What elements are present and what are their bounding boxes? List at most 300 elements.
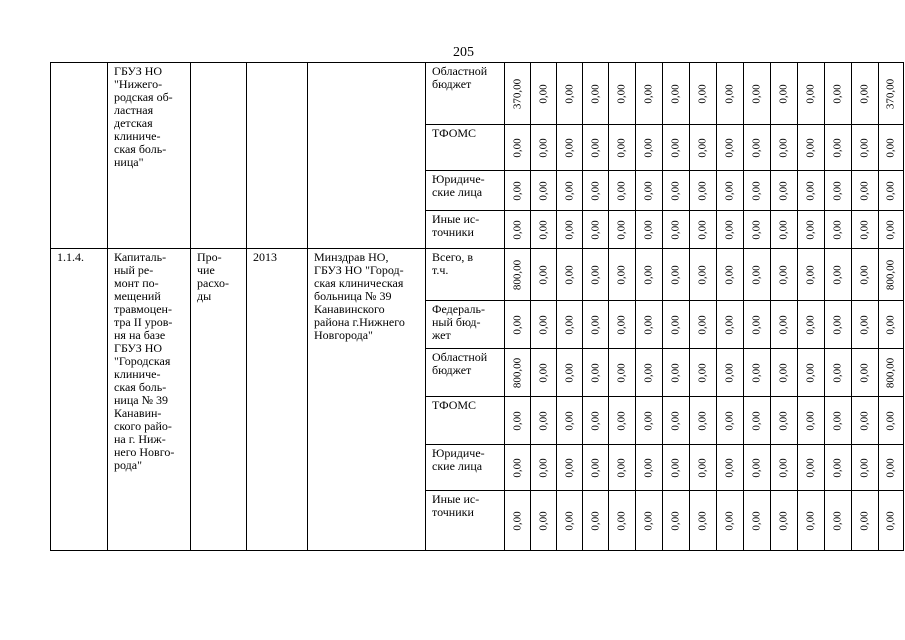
value-text: 0,00 <box>615 314 628 335</box>
value-cell <box>771 491 798 551</box>
value-text: 0,00 <box>615 83 628 104</box>
value-cell <box>717 349 744 397</box>
value-text: 0,00 <box>750 180 763 201</box>
value-cell <box>557 249 583 301</box>
value-cell <box>609 249 636 301</box>
value-cell <box>663 301 690 349</box>
item-name-line: ница" <box>114 155 144 169</box>
value-text: 0,00 <box>804 137 817 158</box>
value-text: 0,00 <box>589 83 601 104</box>
value-cell <box>663 171 690 211</box>
value-text: 0,00 <box>511 219 523 240</box>
value-cell <box>771 249 798 301</box>
value-cell <box>879 349 904 397</box>
value-cell <box>531 491 557 551</box>
value-text: 0,00 <box>831 314 844 335</box>
item-name-line: ГБУЗ НО <box>114 64 163 78</box>
value-cell <box>852 445 879 491</box>
value-cell <box>825 491 852 551</box>
item-executor-line: Новгорода" <box>314 328 373 342</box>
value-cell <box>852 171 879 211</box>
value-text: 0,00 <box>804 314 817 335</box>
value-cell <box>717 171 744 211</box>
item-name-line: родская об- <box>114 90 173 104</box>
value-cell <box>636 491 663 551</box>
value-cell <box>717 125 744 171</box>
value-text: 0,00 <box>642 83 655 104</box>
value-text: 0,00 <box>777 219 790 240</box>
value-text: 0,00 <box>563 510 575 531</box>
value-cell <box>690 445 717 491</box>
funding-source-line: Всего, в <box>432 250 474 264</box>
value-text: 0,00 <box>563 314 575 335</box>
funding-source-line: Федераль- <box>432 302 485 316</box>
value-text: 0,00 <box>589 180 601 201</box>
value-text: 0,00 <box>831 362 844 383</box>
value-cell <box>798 445 825 491</box>
value-text: 0,00 <box>511 314 523 335</box>
value-cell <box>557 125 583 171</box>
value-text: 0,00 <box>831 219 844 240</box>
value-text: 0,00 <box>831 137 844 158</box>
value-cell <box>798 211 825 249</box>
value-cell <box>690 301 717 349</box>
item-name-line: "Нижего- <box>114 77 163 91</box>
value-cell <box>636 349 663 397</box>
value-text: 370,00 <box>884 78 897 109</box>
item-name-line: ГБУЗ НО <box>114 341 163 355</box>
value-cell <box>879 125 904 171</box>
value-cell <box>609 211 636 249</box>
value-cell <box>505 491 531 551</box>
value-cell <box>505 397 531 445</box>
value-cell <box>744 249 771 301</box>
value-cell <box>825 63 852 125</box>
value-text: 0,00 <box>723 457 736 478</box>
item-name <box>108 63 191 249</box>
value-text: 0,00 <box>511 457 523 478</box>
value-cell <box>663 491 690 551</box>
value-cell <box>557 63 583 125</box>
value-cell <box>825 249 852 301</box>
item-category-line: ды <box>197 289 212 303</box>
value-text: 0,00 <box>858 219 871 240</box>
value-cell <box>852 63 879 125</box>
funding-source <box>426 397 505 445</box>
value-text: 0,00 <box>831 264 844 285</box>
value-text: 0,00 <box>696 219 709 240</box>
item-name-line: клиниче- <box>114 129 161 143</box>
item-number <box>51 63 108 249</box>
value-cell <box>879 445 904 491</box>
funding-source-line: жет <box>432 328 451 342</box>
value-text: 0,00 <box>804 362 817 383</box>
value-cell <box>636 171 663 211</box>
value-text: 0,00 <box>804 83 817 104</box>
value-text: 0,00 <box>750 83 763 104</box>
value-cell <box>852 249 879 301</box>
value-text: 0,00 <box>858 457 871 478</box>
funding-source-line: бюджет <box>432 363 472 377</box>
item-name-line: него Новго- <box>114 445 175 459</box>
value-text: 0,00 <box>777 264 790 285</box>
value-cell <box>531 349 557 397</box>
value-cell <box>798 349 825 397</box>
value-cell <box>744 397 771 445</box>
value-text: 0,00 <box>669 219 682 240</box>
item-executor-line: района г.Нижнего <box>314 315 405 329</box>
value-text: 0,00 <box>723 137 736 158</box>
value-text: 0,00 <box>589 219 601 240</box>
value-cell <box>583 397 609 445</box>
value-text: 800,00 <box>511 357 523 388</box>
value-text: 0,00 <box>858 264 871 285</box>
value-text: 0,00 <box>589 264 601 285</box>
value-text: 0,00 <box>696 510 709 531</box>
value-text: 0,00 <box>669 180 682 201</box>
value-cell <box>771 125 798 171</box>
value-cell <box>636 249 663 301</box>
value-text: 0,00 <box>537 362 549 383</box>
value-cell <box>690 125 717 171</box>
value-cell <box>557 491 583 551</box>
funding-source-line: бюджет <box>432 77 472 91</box>
item-executor-line: Минздрав НО, <box>314 250 389 264</box>
value-cell <box>717 249 744 301</box>
item-number: 1.1.4. <box>51 249 108 551</box>
value-cell <box>505 349 531 397</box>
value-cell <box>609 301 636 349</box>
value-text: 0,00 <box>750 219 763 240</box>
value-cell <box>690 249 717 301</box>
value-text: 800,00 <box>884 259 897 290</box>
value-text: 0,00 <box>723 510 736 531</box>
value-text: 0,00 <box>777 362 790 383</box>
item-name-line: ластная <box>114 103 154 117</box>
value-text: 0,00 <box>511 510 523 531</box>
value-text: 0,00 <box>750 264 763 285</box>
value-text: 0,00 <box>884 180 897 201</box>
value-text: 0,00 <box>615 264 628 285</box>
value-text: 0,00 <box>537 510 549 531</box>
value-cell <box>505 211 531 249</box>
item-year: 2013 <box>247 249 308 551</box>
item-executor <box>308 249 426 551</box>
value-text: 0,00 <box>589 510 601 531</box>
value-text: 0,00 <box>858 314 871 335</box>
value-text: 0,00 <box>563 362 575 383</box>
item-category <box>191 63 247 249</box>
value-text: 0,00 <box>537 410 549 431</box>
value-cell <box>744 211 771 249</box>
value-text: 0,00 <box>615 219 628 240</box>
funding-source <box>426 491 505 551</box>
item-name-line: ный ре- <box>114 263 154 277</box>
value-cell <box>717 63 744 125</box>
item-name-line: ского райо- <box>114 419 172 433</box>
value-cell <box>531 125 557 171</box>
value-text: 0,00 <box>723 264 736 285</box>
value-cell <box>771 397 798 445</box>
funding-source-line: ный бюд- <box>432 315 481 329</box>
value-text: 0,00 <box>615 137 628 158</box>
value-text: 0,00 <box>563 180 575 201</box>
value-cell <box>583 301 609 349</box>
value-cell <box>879 63 904 125</box>
value-text: 0,00 <box>750 510 763 531</box>
value-text: 0,00 <box>537 137 549 158</box>
item-executor-line: Канавинского <box>314 302 385 316</box>
value-text: 0,00 <box>858 510 871 531</box>
item-category <box>191 249 247 551</box>
value-cell <box>583 125 609 171</box>
item-category-line: чие <box>197 263 215 277</box>
value-cell <box>636 397 663 445</box>
value-cell <box>825 171 852 211</box>
item-name-line: клиниче- <box>114 367 161 381</box>
funding-source <box>426 349 505 397</box>
value-text: 0,00 <box>831 83 844 104</box>
value-cell <box>609 63 636 125</box>
value-text: 0,00 <box>696 314 709 335</box>
funding-source <box>426 125 505 171</box>
value-text: 0,00 <box>615 180 628 201</box>
value-cell <box>771 349 798 397</box>
item-executor <box>308 63 426 249</box>
value-cell <box>798 249 825 301</box>
item-name-line: монт по- <box>114 276 159 290</box>
value-cell <box>557 211 583 249</box>
funding-source-line: Областной <box>432 350 488 364</box>
value-cell <box>744 63 771 125</box>
value-text: 0,00 <box>589 362 601 383</box>
item-name-line: мещений <box>114 289 161 303</box>
value-cell <box>717 301 744 349</box>
value-text: 0,00 <box>804 180 817 201</box>
value-cell <box>717 211 744 249</box>
value-cell <box>663 125 690 171</box>
value-cell <box>531 301 557 349</box>
funding-source <box>426 171 505 211</box>
value-text: 0,00 <box>537 314 549 335</box>
value-text: 0,00 <box>537 83 549 104</box>
value-text: 0,00 <box>884 314 897 335</box>
item-name-line: на г. Ниж- <box>114 432 166 446</box>
value-cell <box>609 491 636 551</box>
value-text: 0,00 <box>777 314 790 335</box>
value-text: 0,00 <box>696 410 709 431</box>
item-executor-line: больница № 39 <box>314 289 392 303</box>
value-text: 800,00 <box>511 259 523 290</box>
value-cell <box>717 445 744 491</box>
funding-source <box>426 211 505 249</box>
value-text: 0,00 <box>831 410 844 431</box>
funding-source-line: Иные ис- <box>432 492 480 506</box>
value-cell <box>879 491 904 551</box>
value-cell <box>744 349 771 397</box>
value-text: 0,00 <box>858 83 871 104</box>
value-cell <box>557 397 583 445</box>
funding-source <box>426 249 505 301</box>
funding-source-line: точники <box>432 225 474 239</box>
value-text: 0,00 <box>669 362 682 383</box>
value-cell <box>531 249 557 301</box>
funding-source-line: ские лица <box>432 185 483 199</box>
value-text: 0,00 <box>615 510 628 531</box>
value-text: 0,00 <box>696 362 709 383</box>
budget-table <box>50 62 904 551</box>
value-text: 0,00 <box>537 264 549 285</box>
item-year <box>247 63 308 249</box>
value-cell <box>690 397 717 445</box>
value-cell <box>852 125 879 171</box>
value-text: 0,00 <box>723 314 736 335</box>
item-name-line: ская боль- <box>114 142 167 156</box>
funding-source-line: Юридиче- <box>432 446 485 460</box>
funding-source-line: точники <box>432 505 474 519</box>
item-category-line: расхо- <box>197 276 230 290</box>
value-cell <box>825 125 852 171</box>
value-text: 0,00 <box>537 457 549 478</box>
value-cell <box>583 445 609 491</box>
table-row <box>51 249 904 301</box>
value-text: 0,00 <box>511 137 523 158</box>
value-cell <box>636 63 663 125</box>
value-text: 0,00 <box>831 180 844 201</box>
value-cell <box>531 445 557 491</box>
value-text: 0,00 <box>642 510 655 531</box>
value-text: 0,00 <box>615 362 628 383</box>
value-text: 0,00 <box>642 314 655 335</box>
value-cell <box>531 171 557 211</box>
funding-source-line: Областной <box>432 64 488 78</box>
value-cell <box>505 445 531 491</box>
value-cell <box>583 63 609 125</box>
value-cell <box>879 301 904 349</box>
value-text: 0,00 <box>589 410 601 431</box>
value-text: 0,00 <box>669 264 682 285</box>
value-cell <box>690 63 717 125</box>
value-text: 0,00 <box>615 457 628 478</box>
item-name-line: рода" <box>114 458 142 472</box>
value-cell <box>663 249 690 301</box>
value-cell <box>636 211 663 249</box>
value-text: 0,00 <box>537 219 549 240</box>
value-cell <box>531 397 557 445</box>
value-text: 0,00 <box>642 180 655 201</box>
item-executor-line: ГБУЗ НО "Город- <box>314 263 404 277</box>
value-text: 0,00 <box>777 410 790 431</box>
value-cell <box>557 349 583 397</box>
value-text: 0,00 <box>511 410 523 431</box>
table-row <box>51 63 904 125</box>
value-text: 0,00 <box>589 137 601 158</box>
funding-source <box>426 301 505 349</box>
value-cell <box>583 349 609 397</box>
value-text: 0,00 <box>669 410 682 431</box>
value-text: 0,00 <box>669 83 682 104</box>
value-text: 0,00 <box>777 457 790 478</box>
value-cell <box>852 301 879 349</box>
value-text: 0,00 <box>589 457 601 478</box>
value-text: 0,00 <box>831 510 844 531</box>
value-cell <box>609 349 636 397</box>
item-name-line: детская <box>114 116 153 130</box>
value-cell <box>798 397 825 445</box>
value-text: 0,00 <box>723 362 736 383</box>
value-cell <box>825 445 852 491</box>
value-text: 0,00 <box>563 83 575 104</box>
funding-source-line: ские лица <box>432 459 483 473</box>
value-text: 0,00 <box>563 219 575 240</box>
item-name-line: ская боль- <box>114 380 167 394</box>
value-cell <box>583 171 609 211</box>
value-text: 0,00 <box>589 314 601 335</box>
value-text: 0,00 <box>642 264 655 285</box>
funding-source-line: т.ч. <box>432 263 449 277</box>
value-text: 0,00 <box>642 219 655 240</box>
funding-source-line: ТФОМС <box>432 126 477 140</box>
value-cell <box>636 445 663 491</box>
value-cell <box>771 445 798 491</box>
value-cell <box>771 63 798 125</box>
value-cell <box>717 491 744 551</box>
value-text: 0,00 <box>884 457 897 478</box>
value-text: 0,00 <box>669 457 682 478</box>
value-cell <box>798 125 825 171</box>
funding-source <box>426 445 505 491</box>
value-cell <box>744 171 771 211</box>
value-cell <box>744 491 771 551</box>
value-cell <box>771 171 798 211</box>
value-text: 0,00 <box>563 457 575 478</box>
value-text: 0,00 <box>804 219 817 240</box>
value-text: 0,00 <box>858 180 871 201</box>
value-text: 0,00 <box>723 83 736 104</box>
value-cell <box>557 301 583 349</box>
value-cell <box>505 301 531 349</box>
item-name-line: ница № 39 <box>114 393 169 407</box>
value-cell <box>531 211 557 249</box>
value-cell <box>825 397 852 445</box>
value-cell <box>744 125 771 171</box>
value-cell <box>879 397 904 445</box>
value-text: 800,00 <box>884 357 897 388</box>
value-cell <box>583 249 609 301</box>
value-text: 0,00 <box>750 314 763 335</box>
value-text: 0,00 <box>777 180 790 201</box>
value-text: 0,00 <box>615 410 628 431</box>
value-text: 0,00 <box>804 410 817 431</box>
value-text: 0,00 <box>723 180 736 201</box>
value-cell <box>505 171 531 211</box>
value-text: 0,00 <box>777 510 790 531</box>
value-cell <box>636 125 663 171</box>
page-number: 205 <box>453 45 474 60</box>
value-cell <box>609 397 636 445</box>
value-text: 0,00 <box>696 264 709 285</box>
value-cell <box>583 491 609 551</box>
value-text: 0,00 <box>723 410 736 431</box>
item-name-line: Капиталь- <box>114 250 167 264</box>
value-text: 0,00 <box>563 410 575 431</box>
value-text: 0,00 <box>669 314 682 335</box>
value-text: 0,00 <box>696 137 709 158</box>
value-text: 0,00 <box>750 457 763 478</box>
item-name-line: "Городская <box>114 354 171 368</box>
value-cell <box>771 211 798 249</box>
value-text: 0,00 <box>831 457 844 478</box>
